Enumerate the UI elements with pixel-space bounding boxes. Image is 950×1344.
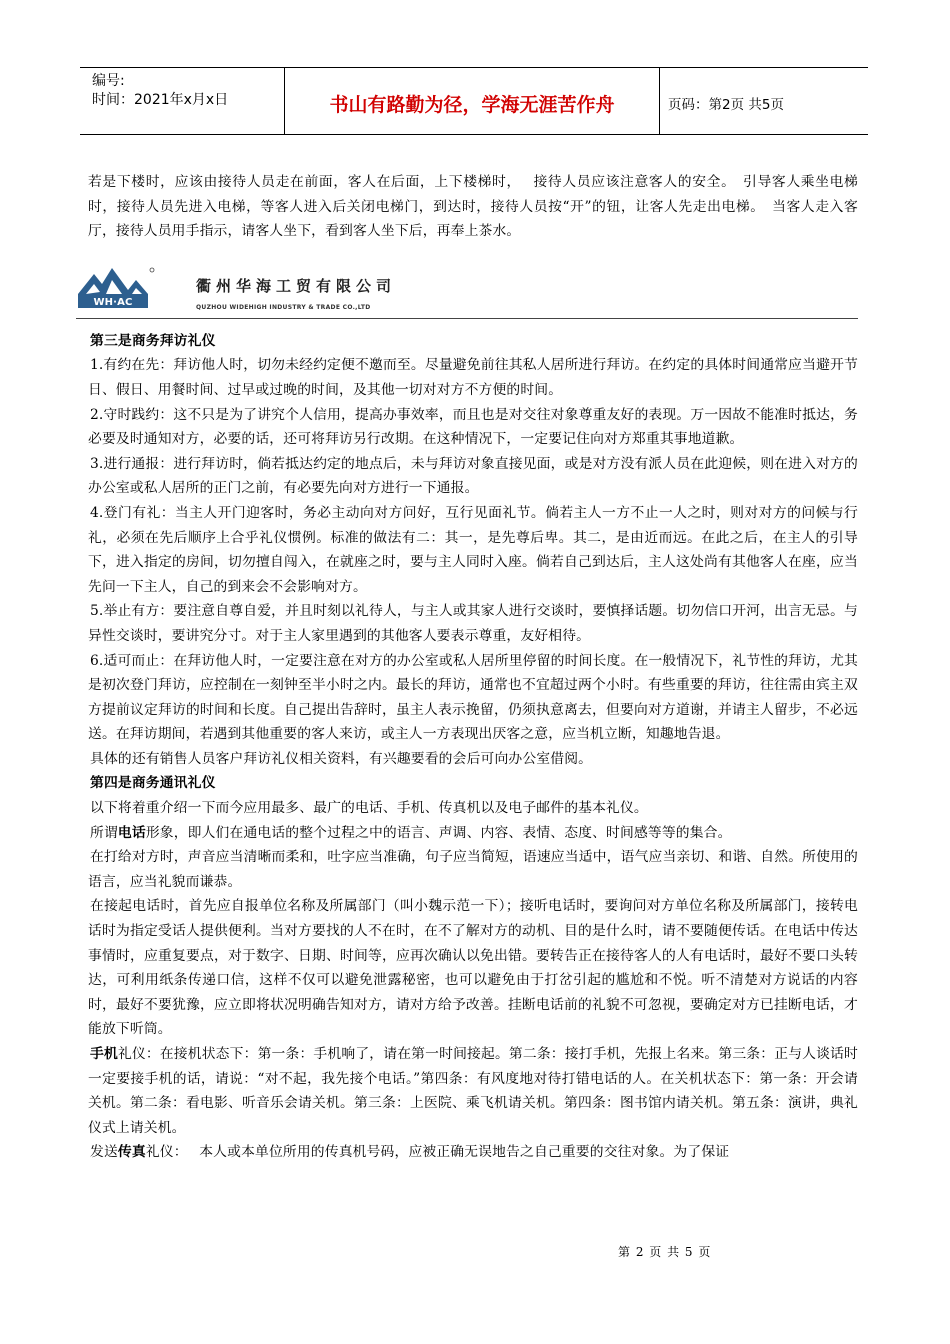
company-name-en: QUZHOU WIDEHIGH INDUSTRY & TRADE CO.,LTD <box>196 303 371 311</box>
phone-answering-paragraph: 在接起电话时，首先应自报单位名称及所属部门（叫小魏示范一下）；接听电话时，要询问对方单位名称及所属部门，接转电话时为指定受话人提供便利。当对方要找的人不在时，在不了解对方的动机、目的是什么时，请不要随便传话。在电话中传达事情时，应重复要点，对于数字、日期、时间等，应再次确认以免出错。要转告正在接待客人的人有电话时，最好不要口头转达，可利用纸条传递口信，这样不仅可以避免泄露秘密，也可以避免由于打岔引起的尴尬和不悦。听不清楚对方说话的内容时，最好不要犹豫，应立即将状况明确告知对方，请对方给予改善。挂断电话前的礼貌不可忽视，要确定对方已挂断电话，才能放下听筒。 <box>88 898 858 1038</box>
header-motto: 书山有路勤为径，学海无涯苦作舟 <box>285 68 660 134</box>
company-logo-banner <box>76 256 858 319</box>
header-meta <box>80 68 285 134</box>
phone-calling-paragraph: 在打给对方时，声音应当清晰而柔和，吐字应当准确，句子应当简短，语速应当适中，语气应当亲切、和谐、自然。所使用的语言，应当礼貌而谦恭。 <box>88 849 858 890</box>
header-page-info: 页码：第2页 共5页 <box>668 97 784 113</box>
document-body <box>88 170 858 1165</box>
number-label: 编号: <box>92 73 125 89</box>
section3-item-5: 5.举止有方：要注意自尊自爱，并且时刻以礼待人，与主人或其家人进行交谈时，要慎择话题。切勿信口开河，出言无忌。与异性交谈时，要讲究分寸。对于主人家里遇到的其他客人要表示尊重，友好相待。 <box>88 603 858 644</box>
mobile-term: 手机 <box>90 1046 118 1062</box>
page-header <box>80 67 868 135</box>
section3-title: 第三是商务拜访礼仪 <box>90 332 216 349</box>
fax-etiquette: 发送传真礼仪： 本人或本单位所用的传真机号码，应被正确无误地告之自己重要的交往对象。为了保证 <box>90 1144 730 1161</box>
company-name-cn: 衢州华海工贸有限公司 <box>196 276 397 295</box>
section3-item-2: 2.守时践约：这不只是为了讲究个人信用，提高办事效率，而且也是对交往对象尊重友好的表现。万一因故不能准时抵达，务必要及时通知对方，必要的话，还可将拜访另行改期。在这种情况下，一定要记住向对方郑重其事地道歉。 <box>88 406 858 448</box>
fax-term: 传真 <box>117 1144 146 1161</box>
phone-term: 电话 <box>117 824 146 841</box>
section4-title: 第四是商务通讯礼仪 <box>90 775 216 792</box>
mobile-etiquette: 手机礼仪：在接机状态下：第一条：手机响了，请在第一时间接起。第二条：接打手机，先报上名来。第三条：正与人谈话时一定要接手机的话，请说：“对不起，我先接个电话。”第四条：有风度地对待打错电话的人。在关机状态下：第一条：开会请关机。第二条：看电影、听音乐会请关机。第三条：上医院、乘飞机请关机。第四条：图书馆内请关机。第五条：演讲，典礼仪式上请关机。 <box>88 1046 858 1136</box>
section3-item-4: 4.登门有礼：当主人开门迎客时，务必主动向对方问好，互行见面礼节。倘若主人一方不止一人之时，则对对方的问候与行礼，必须在先后顺序上合乎礼仪惯例。标准的做法有二：其一，是先尊后卑。其二，是由近而远。在此之后，在主人的引导下，进入指定的房间，切勿擅自闯入，在就座之时，要与主人同时入座。倘若自己到达后，主人这处尚有其他客人在座，应当先问一下主人，自己的到来会不会影响对方。 <box>88 504 858 595</box>
section3-item-1: 1.有约在先：拜访他人时，切勿未经约定便不邀而至。尽量避免前往其私人居所进行拜访。在约定的具体时间通常应当避开节日、假日、用餐时间、过早或过晚的时间，及其他一切对对方不方便的时间。 <box>88 357 858 398</box>
page-footer: 第 2 页 共 5 页 <box>618 1245 712 1259</box>
logo-mark-text: WH·AC <box>93 296 133 308</box>
time-label: 时间：2021年x月x日 <box>92 92 229 108</box>
intro-paragraph: 若是下楼时，应该由接待人员走在前面，客人在后面，上下楼梯时， 接待人员应该注意客人的安全。 引导客人乘坐电梯时，接待人员先进入电梯，等客人进入后关闭电梯门，到达时，接待人员按“开”的钮，让客人先走出电梯。 当客人走入客厅，接待人员用手指示，请客人坐下，看到客人坐下后，再奉上茶水。 <box>88 174 858 240</box>
phone-definition: 所谓电话形象，即人们在通电话的整个过程之中的语言、声调、内容、表情、态度、时间感等等的集合。 <box>90 824 732 841</box>
section4-intro: 以下将着重介绍一下而今应用最多、最广的电话、手机、传真机以及电子邮件的基本礼仪。 <box>90 800 648 817</box>
company-logo-icon <box>76 256 186 314</box>
section3-note: 具体的还有销售人员客户拜访礼仪相关资料，有兴趣要看的会后可向办公室借阅。 <box>90 750 593 767</box>
section3-item-6: 6.适可而止：在拜访他人时，一定要注意在对方的办公室或私人居所里停留的时间长度。在一般情况下，礼节性的拜访，尤其是初次登门拜访，应控制在一刻钟至半小时之内。最长的拜访，通常也不宜超过两个小时。有些重要的拜访，往往需由宾主双方提前议定拜访的时间和长度。自己提出告辞时，虽主人表示挽留，仍须执意离去，但要向对方道谢，并请主人留步，不必远送。在拜访期间，若遇到其他重要的客人来访，或主人一方表现出厌客之意，应当机立断，知趣地告退。 <box>88 652 858 743</box>
section3-item-3: 3.进行通报：进行拜访时，倘若抵达约定的地点后，未与拜访对象直接见面，或是对方没有派人员在此迎候，则在进入对方的办公室或私人居所的正门之前，有必要先向对方进行一下通报。 <box>88 455 858 497</box>
